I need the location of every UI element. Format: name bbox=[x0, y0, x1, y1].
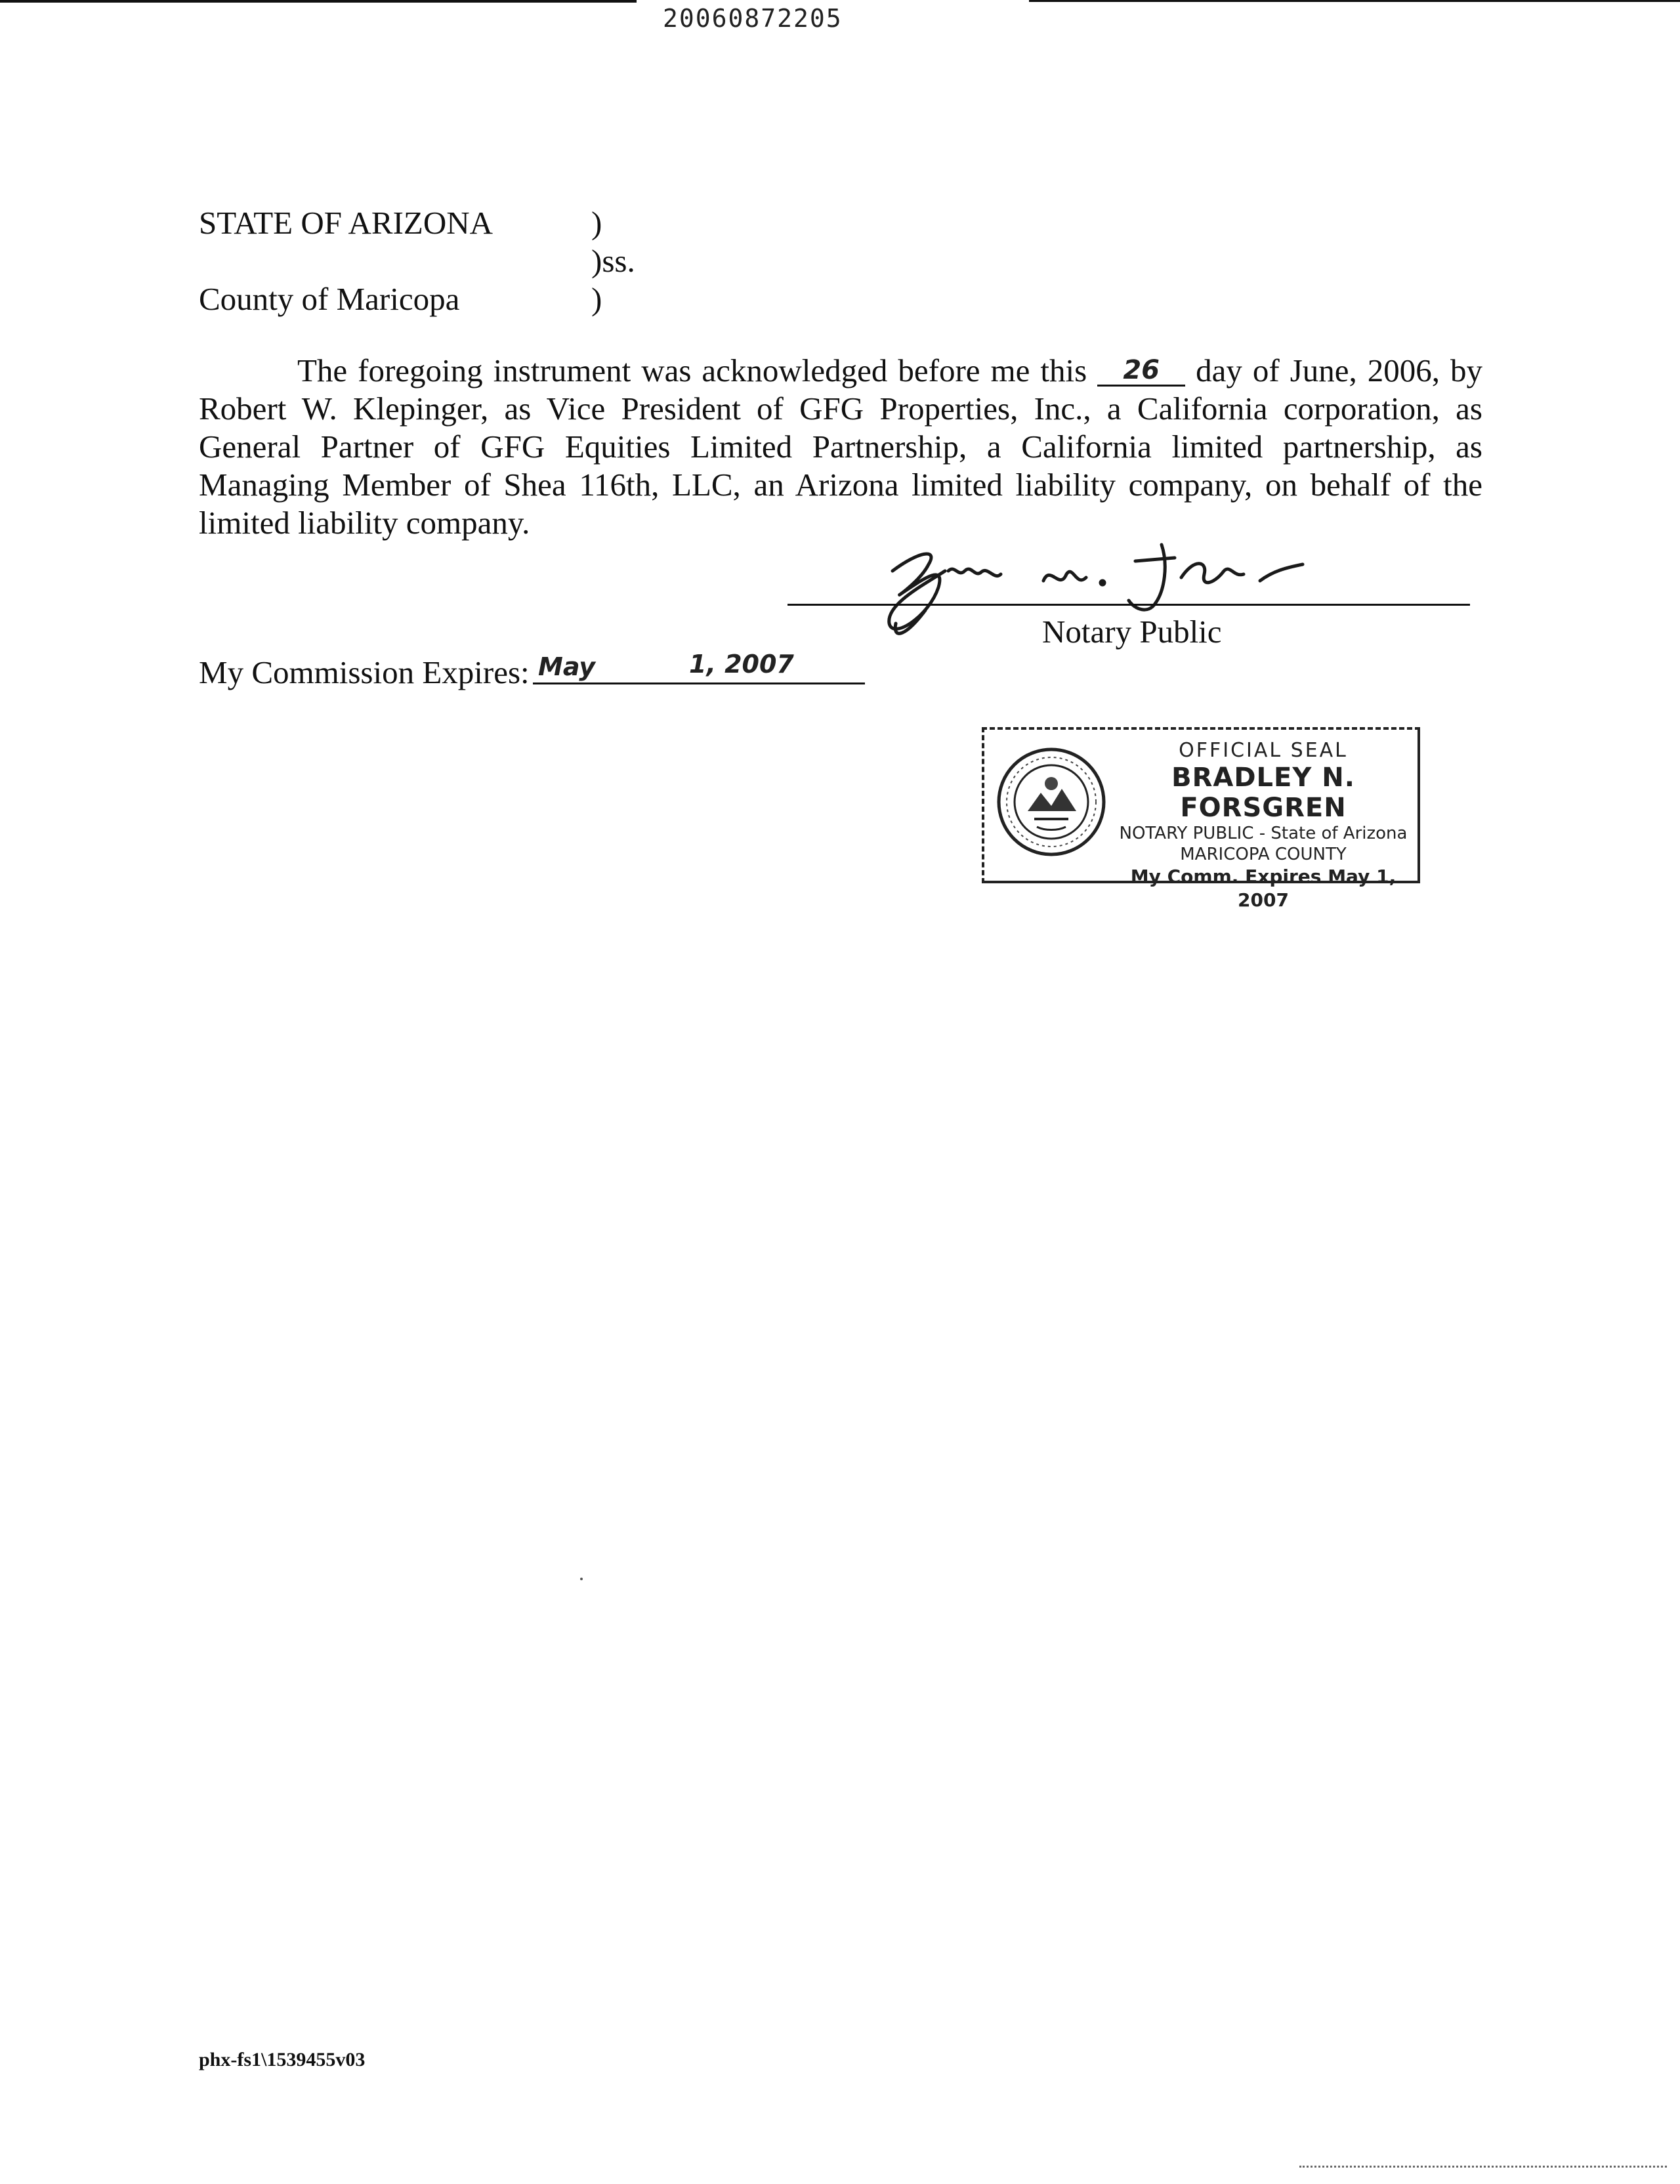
state-seal-emblem bbox=[995, 746, 1108, 858]
county-label: County of Maricopa bbox=[199, 281, 460, 317]
commission-hand-date: 1, 2007 bbox=[689, 650, 794, 679]
seal-county: MARICOPA COUNTY bbox=[1180, 845, 1347, 864]
ack-text-after-day: day of June, 2006, by Robert W. Klepinger, as Vice President of GFG Properties, Inc., a California corporation, as General Partner of GFG Equities Limited Partnership, a California limited partnership, as Managing Member of Shea 116th, LLC, an Arizona limited liability company, on behalf of the limited liability company. bbox=[199, 352, 1483, 541]
venue-paren-1: ) bbox=[591, 205, 602, 241]
scan-edge-dots bbox=[1299, 2166, 1667, 2172]
commission-expires-label: My Commission Expires: bbox=[199, 654, 530, 690]
seal-expiration: My Comm. Expires May 1, 2007 bbox=[1130, 866, 1396, 911]
handwritten-day: 26 bbox=[1097, 356, 1185, 387]
document-reference: phx-fs1\1539455v03 bbox=[199, 2049, 366, 2070]
seal-text-block bbox=[1116, 739, 1411, 912]
commission-hand-month: May bbox=[538, 652, 596, 681]
ack-text-before-day: The foregoing instrument was acknowledged before me this bbox=[297, 352, 1087, 388]
seal-notary-name: BRADLEY N. FORSGREN bbox=[1171, 763, 1355, 823]
scan-border-right bbox=[1029, 0, 1680, 2]
notary-public-label: Notary Public bbox=[1042, 614, 1222, 650]
state-label: STATE OF ARIZONA bbox=[199, 205, 493, 241]
recording-number: 20060872205 bbox=[663, 4, 843, 33]
commission-fill-line bbox=[533, 682, 865, 684]
scan-border-left bbox=[0, 0, 637, 3]
seal-notary-state: NOTARY PUBLIC - State of Arizona bbox=[1119, 824, 1408, 843]
notary-seal-stamp bbox=[982, 727, 1420, 911]
signature-line bbox=[788, 604, 1470, 606]
seal-title: OFFICIAL SEAL bbox=[1179, 739, 1348, 762]
venue-paren-ss: )ss. bbox=[591, 243, 635, 279]
scan-speck bbox=[580, 1578, 583, 1580]
acknowledgment-paragraph bbox=[199, 352, 1482, 542]
venue-paren-3: ) bbox=[591, 281, 602, 317]
